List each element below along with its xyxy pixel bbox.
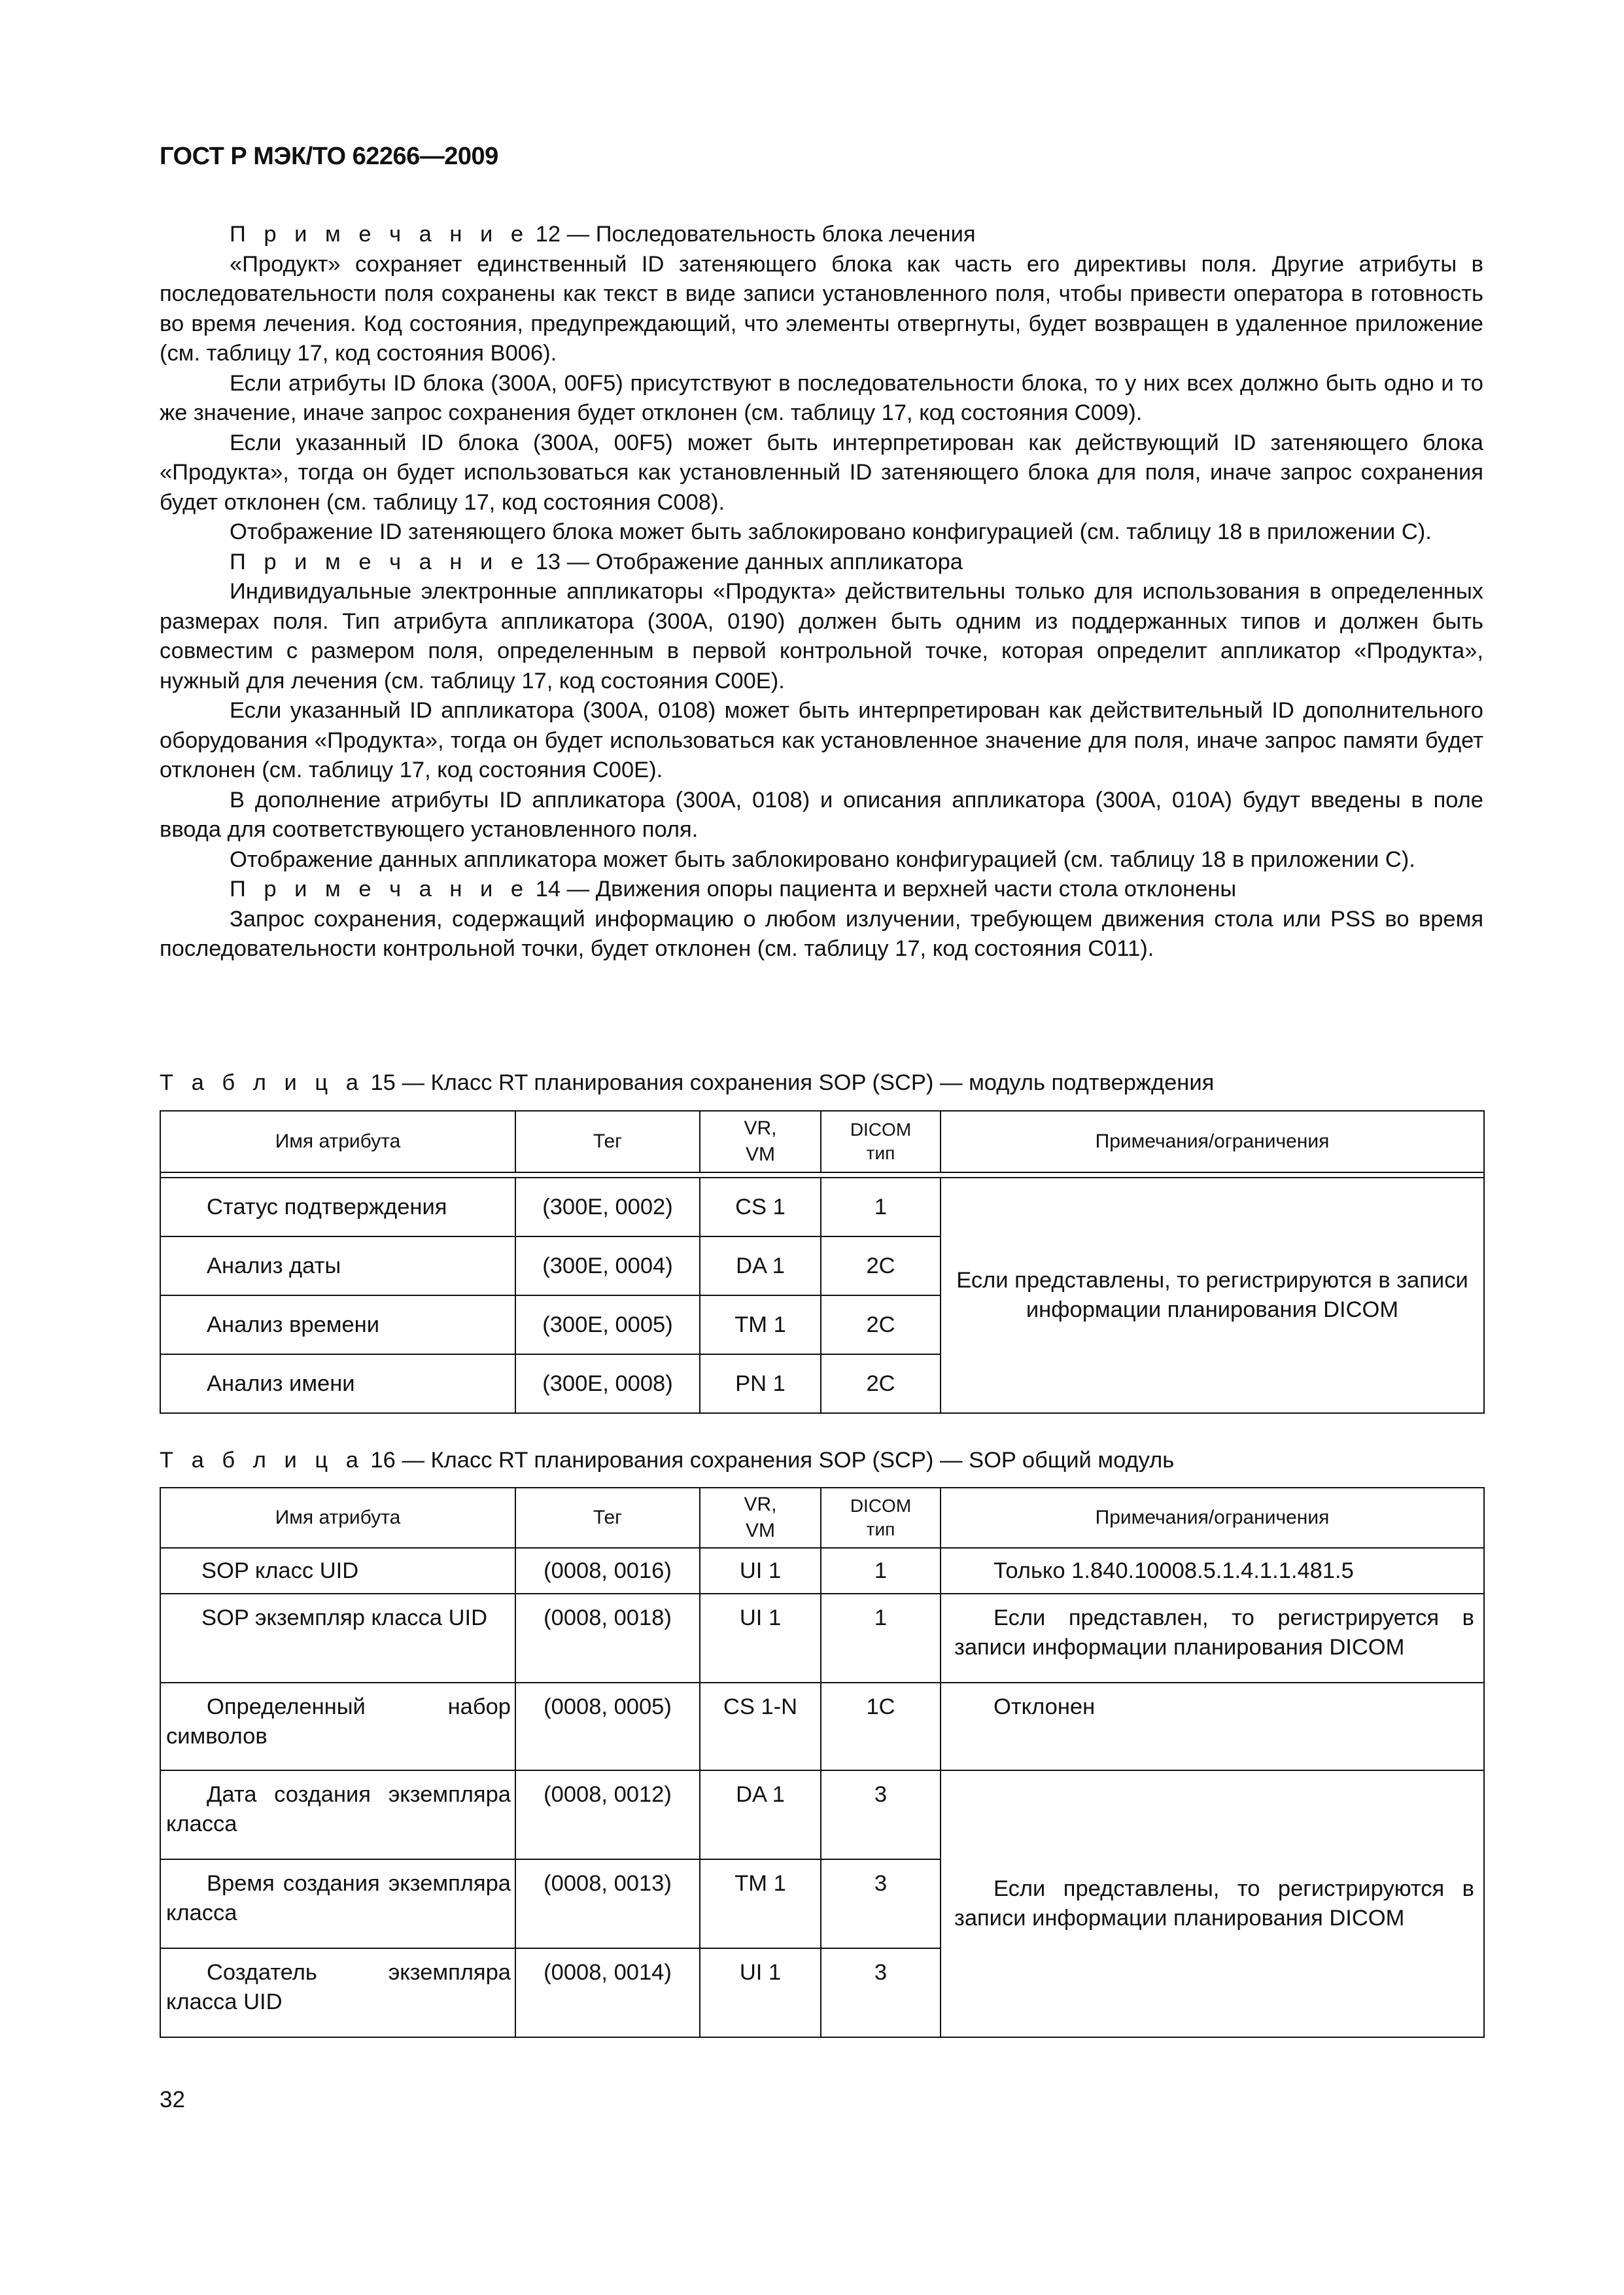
cell-name: Определенный набор символов — [160, 1683, 515, 1770]
header-dicom-type: DICOM тип — [821, 1111, 941, 1172]
table-header-row — [160, 1111, 1484, 1172]
cell-tag: (0008, 0016) — [515, 1548, 700, 1594]
note-14-heading — [160, 875, 1483, 905]
note-12-heading — [160, 220, 1483, 250]
note-text: Если представлены, то регистрируются в записи информации планирования DICOM — [954, 1876, 1474, 1931]
note-label: П р и м е ч а н и е — [230, 222, 530, 247]
paragraph: В дополнение атрибуты ID аппликатора (300A, 0108) и описания аппликатора (300A, 010A) будут введены в поле ввода для соответствующего установленного поля. — [160, 787, 1483, 842]
body-text — [160, 220, 1483, 964]
paragraph: «Продукт» сохраняет единственный ID затеняющего блока как часть его директивы поля. Другие атрибуты в последовательности поля сохранены как текст в виде записи установленного поля, чтобы привести оператора в готовность во время лечения. Код состояния, предупреждающий, что элементы отвергнуты, будет возвращен в удаленное приложение (см. таблицу 17, код состояния B006). — [160, 251, 1483, 366]
cell-vr: CS 1-N — [700, 1683, 821, 1770]
cell-name: Анализ имени — [160, 1354, 515, 1413]
cell-type: 1 — [821, 1594, 941, 1683]
cell-vr: DA 1 — [700, 1770, 821, 1859]
paragraph: Отображение ID затеняющего блока может быть заблокировано конфигурацией (см. таблицу 18 в приложении С). — [230, 519, 1432, 544]
table-row — [160, 1683, 1484, 1770]
note-label: П р и м е ч а н и е — [230, 877, 530, 902]
table-row — [160, 1178, 1484, 1236]
paragraph: Индивидуальные электронные аппликаторы «Продукта» действительны только для использования в определенных размерах поля. Тип атрибута аппликатора (300A, 0190) должен быть одним из поддержанных типов и должен быть совместим с размером поля, определенным в первой контрольной точке, которая определит аппликатор «Продукта», нужный для лечения (см. таблицу 17, код состояния C00E). — [160, 579, 1483, 693]
header-notes: Примечания/ограничения — [941, 1111, 1484, 1172]
cell-tag: (300E, 0002) — [515, 1178, 700, 1236]
table-16-caption — [160, 1447, 1174, 1473]
cell-type: 1C — [821, 1683, 941, 1770]
cell-note: Только 1.840.10008.5.1.4.1.1.481.5 — [941, 1548, 1484, 1594]
cell-tag: (300E, 0008) — [515, 1354, 700, 1413]
cell-type: 2C — [821, 1236, 941, 1295]
cell-name: Время создания экземпляра класса — [160, 1859, 515, 1948]
header-tag: Тег — [515, 1488, 700, 1548]
header-dicom-type: DICOM тип — [821, 1488, 941, 1548]
note-title: 12 — Последовательность блока лечения — [535, 222, 976, 247]
note-13-heading — [160, 548, 1483, 578]
note-title: 14 — Движения опоры пациента и верхней части стола отклонены — [535, 877, 1237, 902]
document-header: ГОСТ Р МЭК/ТО 62266—2009 — [160, 143, 498, 170]
cell-name: Анализ времени — [160, 1295, 515, 1354]
cell-type: 3 — [821, 1770, 941, 1859]
header-vr: VR, VM — [700, 1111, 821, 1172]
cell-name: SOP класс UID — [160, 1548, 515, 1594]
cell-type: 2C — [821, 1295, 941, 1354]
cell-vr: TM 1 — [700, 1295, 821, 1354]
paragraph: Запрос сохранения, содержащий информацию о любом излучении, требующем движения стола или PSS во время последовательности контрольной точки, будет отклонен (см. таблицу 17, код состояния C011). — [160, 906, 1483, 961]
header-tag: Тег — [515, 1111, 700, 1172]
cell-note: Отклонен — [941, 1683, 1484, 1770]
table-15-caption — [160, 1070, 1214, 1096]
header-vr: VR, VM — [700, 1488, 821, 1548]
paragraph: Отображение данных аппликатора может быть заблокировано конфигурацией (см. таблицу 18 в приложении С). — [230, 847, 1415, 872]
cell-merged-note — [941, 1178, 1484, 1413]
cell-tag: (0008, 0012) — [515, 1770, 700, 1859]
header-notes: Примечания/ограничения — [941, 1488, 1484, 1548]
note-text: Если представлены, то регистрируются в записи информации планирования DICOM — [956, 1268, 1468, 1322]
cell-tag: (0008, 0013) — [515, 1859, 700, 1948]
table-separator — [160, 1172, 1484, 1178]
cell-type: 1 — [821, 1548, 941, 1594]
cell-vr: CS 1 — [700, 1178, 821, 1236]
cell-vr: UI 1 — [700, 1948, 821, 2037]
cell-type: 3 — [821, 1948, 941, 2037]
caption-label: Т а б л и ц а — [160, 1070, 364, 1095]
table-header-row — [160, 1488, 1484, 1548]
table-row — [160, 1548, 1484, 1594]
paragraph: Если указанный ID блока (300A, 00F5) может быть интерпретирован как действующий ID затеняющего блока «Продукта», тогда он будет использоваться как установленный ID затеняющего блока для поля, иначе запрос сохранения будет отклонен (см. таблицу 17, код состояния C008). — [160, 430, 1483, 515]
cell-name: Дата создания экземпляра класса — [160, 1770, 515, 1859]
cell-tag: (0008, 0018) — [515, 1594, 700, 1683]
cell-merged-note — [941, 1770, 1484, 2037]
header-name: Имя атрибута — [160, 1488, 515, 1548]
paragraph: Если атрибуты ID блока (300A, 00F5) присутствуют в последовательности блока, то у них всех должно быть одно и то же значение, иначе запрос сохранения будет отклонен (см. таблицу 17, код состояния C009). — [160, 370, 1483, 425]
note-label: П р и м е ч а н и е — [230, 549, 530, 574]
page-number: 32 — [160, 2087, 185, 2112]
cell-type: 2C — [821, 1354, 941, 1413]
table-16 — [160, 1487, 1485, 2038]
caption-title: 15 — Класс RT планирования сохранения SOP (SCP) — модуль подтверждения — [370, 1070, 1215, 1095]
table-row — [160, 1770, 1484, 1859]
cell-tag: (300E, 0004) — [515, 1236, 700, 1295]
header-name: Имя атрибута — [160, 1111, 515, 1172]
cell-type: 1 — [821, 1178, 941, 1236]
cell-vr: UI 1 — [700, 1594, 821, 1683]
cell-vr: DA 1 — [700, 1236, 821, 1295]
cell-name: Статус подтверждения — [160, 1178, 515, 1236]
paragraph: Если указанный ID аппликатора (300A, 0108) может быть интерпретирован как действительный ID дополнительного оборудования «Продукта», тогда он будет использоваться как установленное значение для поля, иначе запрос памяти будет отклонен (см. таблицу 17, код состояния C00E). — [160, 698, 1483, 782]
cell-name: SOP экземпляр класса UID — [160, 1594, 515, 1683]
cell-name: Создатель экземпляра класса UID — [160, 1948, 515, 2037]
cell-vr: UI 1 — [700, 1548, 821, 1594]
note-title: 13 — Отображение данных аппликатора — [535, 549, 963, 574]
cell-type: 3 — [821, 1859, 941, 1948]
cell-name: Анализ даты — [160, 1236, 515, 1295]
cell-tag: (0008, 0014) — [515, 1948, 700, 2037]
cell-note: Если представлен, то регистрируется в записи информации планирования DICOM — [941, 1594, 1484, 1683]
cell-tag: (0008, 0005) — [515, 1683, 700, 1770]
caption-label: Т а б л и ц а — [160, 1448, 364, 1473]
cell-tag: (300E, 0005) — [515, 1295, 700, 1354]
cell-vr: TM 1 — [700, 1859, 821, 1948]
caption-title: 16 — Класс RT планирования сохранения SOP (SCP) — SOP общий модуль — [370, 1448, 1175, 1473]
cell-vr: PN 1 — [700, 1354, 821, 1413]
table-row — [160, 1594, 1484, 1683]
table-15 — [160, 1110, 1485, 1414]
